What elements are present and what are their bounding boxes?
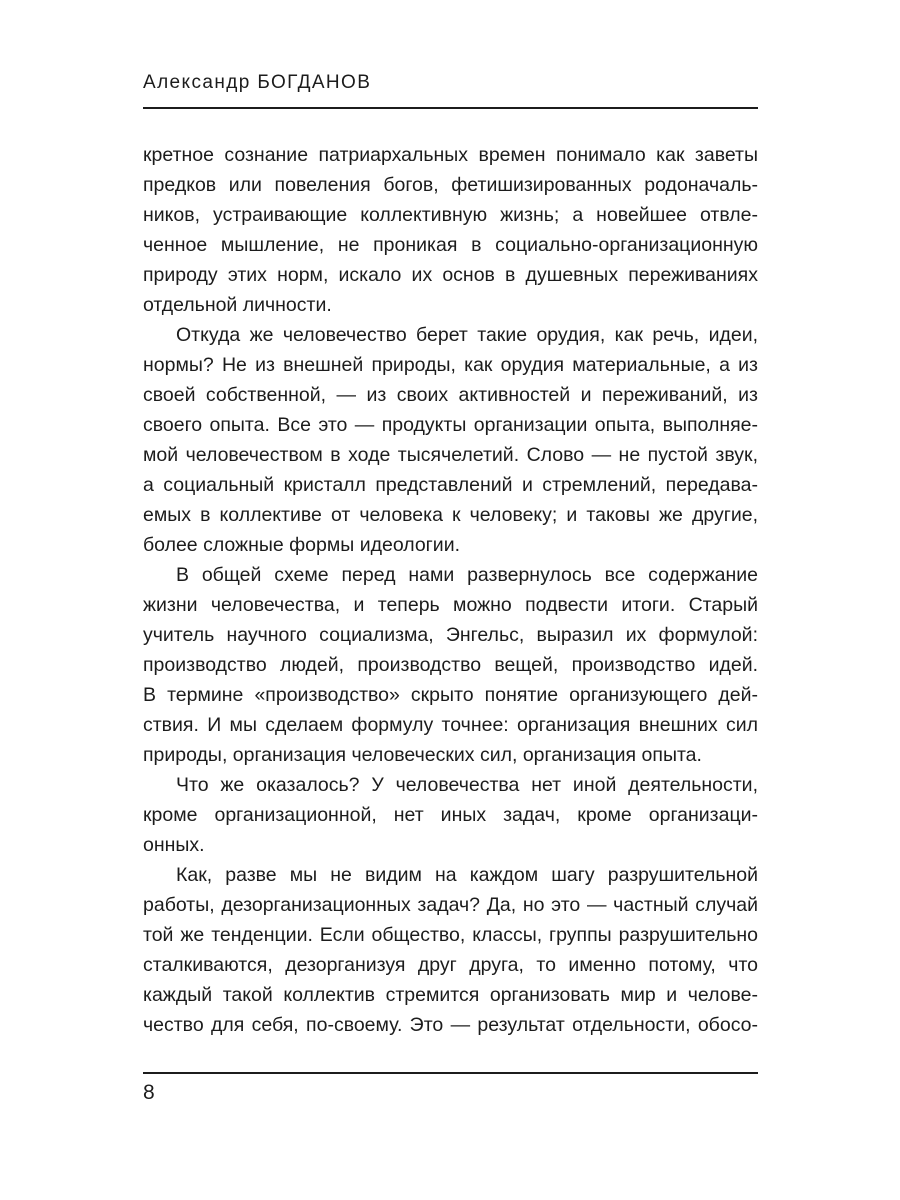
text-line: природу этих норм, искало их основ в душевных переживаниях xyxy=(143,264,758,286)
text-line: кроме организационной, нет иных задач, кроме организаци- xyxy=(143,804,758,826)
text-line: В общей схеме перед нами развернулось все содержание xyxy=(176,564,758,586)
text-line: а социальный кристалл представлений и стремлений, передава- xyxy=(143,474,758,496)
paragraph xyxy=(143,320,758,560)
paragraph xyxy=(143,770,758,860)
text-line: учитель научного социализма, Энгельс, выразил их формулой: xyxy=(143,624,758,646)
text-line: отдельной личности. xyxy=(143,294,332,316)
header-rule xyxy=(143,107,758,109)
text-line: той же тенденции. Если общество, классы, группы разрушительно xyxy=(143,924,758,946)
text-line: производство людей, производство вещей, производство идей. xyxy=(143,654,758,676)
running-head-author: Александр БОГДАНОВ xyxy=(143,72,372,93)
text-line: ствия. И мы сделаем формулу точнее: организация внешних сил xyxy=(143,714,758,736)
text-line: природы, организация человеческих сил, организация опыта. xyxy=(143,744,702,766)
text-line: сталкиваются, дезорганизуя друг друга, то именно потому, что xyxy=(143,954,758,976)
text-line: мой человечеством в ходе тысячелетий. Слово — не пустой звук, xyxy=(143,444,758,466)
text-line: онных. xyxy=(143,834,205,856)
text-line: предков или повеления богов, фетишизированных родоначаль- xyxy=(143,174,758,196)
text-line: Как, разве мы не видим на каждом шагу разрушительной xyxy=(176,864,758,886)
text-line: ников, устраивающие коллективную жизнь; а новейшее отвле- xyxy=(143,204,758,226)
paragraph xyxy=(143,860,758,1040)
page-number: 8 xyxy=(143,1081,155,1104)
text-line: своего опыта. Все это — продукты организации опыта, выполняе- xyxy=(143,414,758,436)
text-line: Откуда же человечество берет такие орудия, как речь, идеи, xyxy=(176,324,758,346)
text-line: жизни человечества, и теперь можно подвести итоги. Старый xyxy=(143,594,758,616)
footer-rule xyxy=(143,1072,758,1074)
body-text xyxy=(143,140,758,1040)
text-line: кретное сознание патриархальных времен понимало как заветы xyxy=(143,144,758,166)
text-line: чество для себя, по-своему. Это — результат отдельности, обосо- xyxy=(143,1014,758,1036)
text-line: ченное мышление, не проникая в социально-организационную xyxy=(143,234,758,256)
text-line: работы, дезорганизационных задач? Да, но это — частный случай xyxy=(143,894,758,916)
text-line: В термине «производство» скрыто понятие организующего дей- xyxy=(143,684,758,706)
paragraph xyxy=(143,560,758,770)
paragraph xyxy=(143,140,758,320)
text-line: своей собственной, — из своих активностей и переживаний, из xyxy=(143,384,758,406)
text-line: каждый такой коллектив стремится организовать мир и челове- xyxy=(143,984,758,1006)
text-line: емых в коллективе от человека к человеку; и таковы же другие, xyxy=(143,504,758,526)
text-line: более сложные формы идеологии. xyxy=(143,534,460,556)
text-line: Что же оказалось? У человечества нет иной деятельности, xyxy=(176,774,758,796)
text-line: нормы? Не из внешней природы, как орудия материальные, а из xyxy=(143,354,758,376)
